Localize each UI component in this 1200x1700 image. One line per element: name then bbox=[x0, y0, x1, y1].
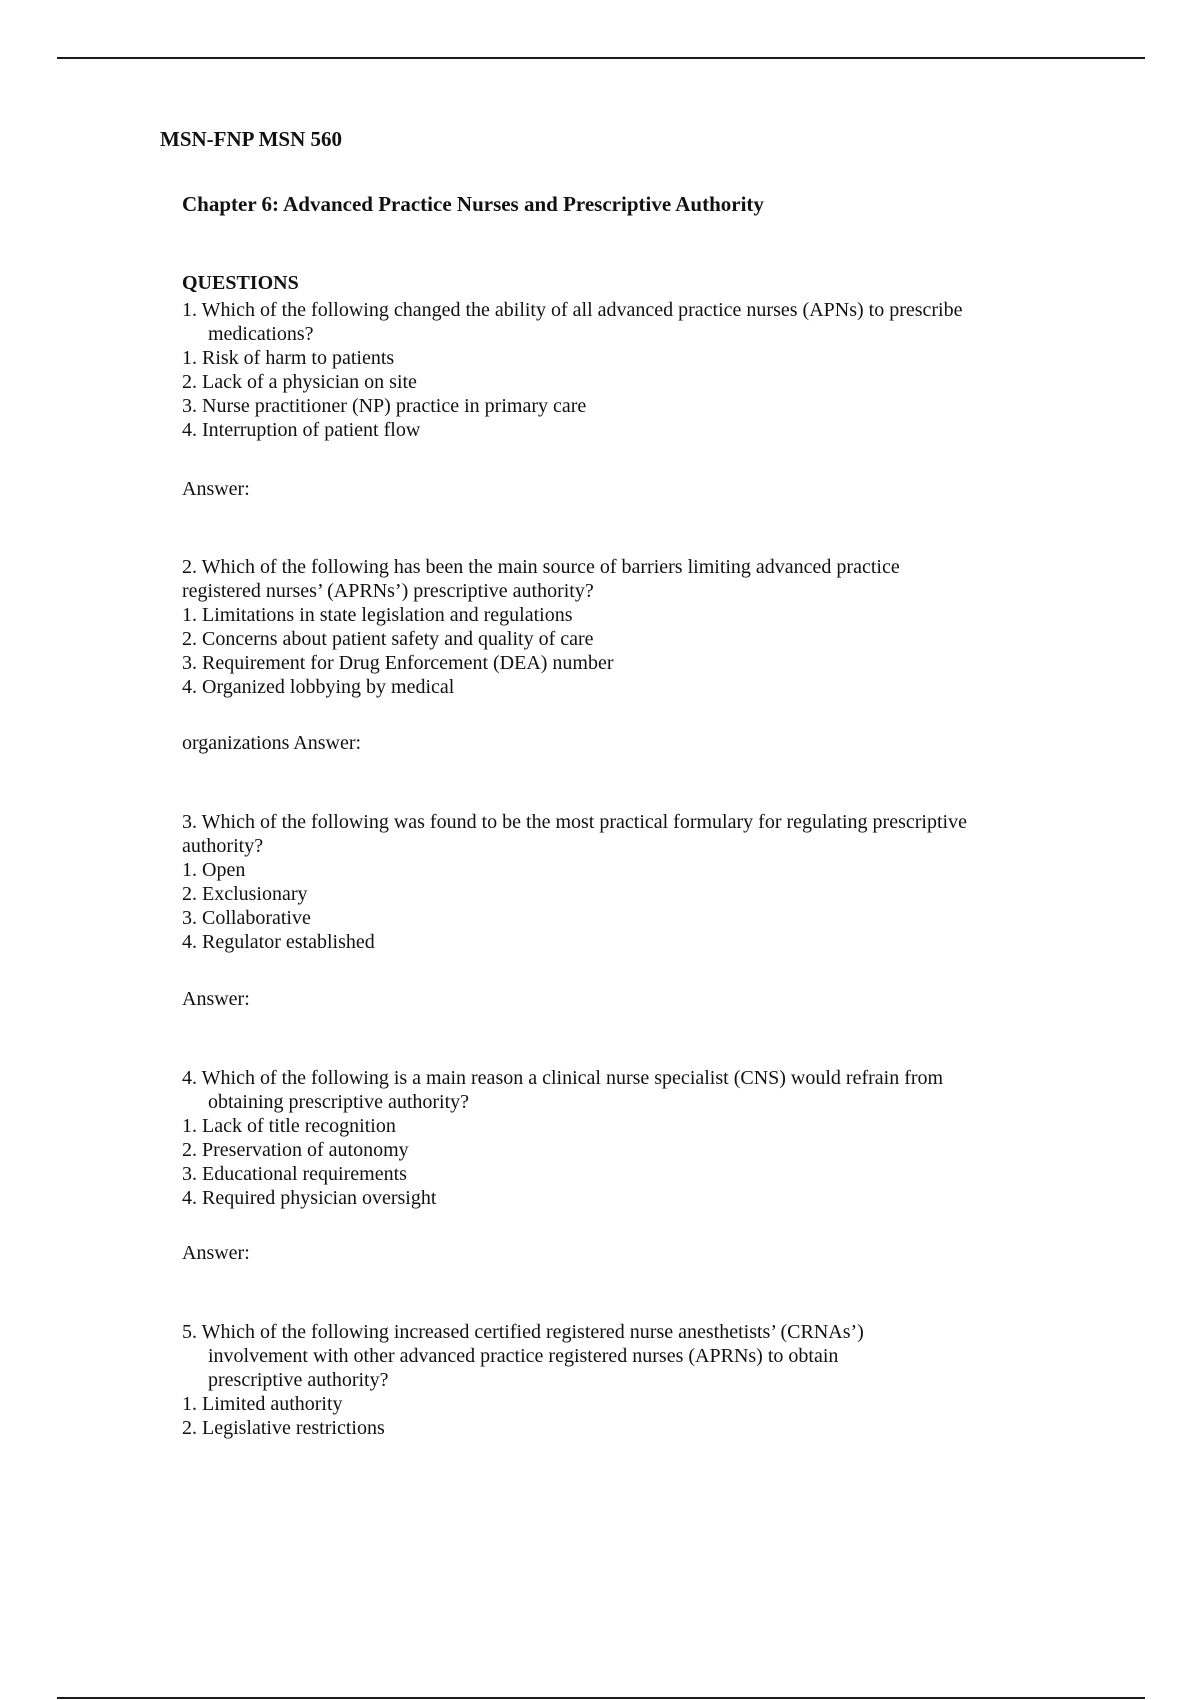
question-2-option-3: 3. Requirement for Drug Enforcement (DEA) number bbox=[182, 652, 614, 674]
question-3-option-4: 4. Regulator established bbox=[182, 931, 375, 953]
question-4-stem-line-1: 4. Which of the following is a main reason a clinical nurse specialist (CNS) would refrain from bbox=[182, 1067, 944, 1089]
question-1-stem-line-1: 1. Which of the following changed the ability of all advanced practice nurses (APNs) to prescribe bbox=[182, 299, 963, 321]
question-2-stem-line-1: 2. Which of the following has been the main source of barriers limiting advanced practice bbox=[182, 556, 900, 578]
question-4 bbox=[182, 1066, 943, 1210]
question-1 bbox=[182, 298, 963, 442]
questions-heading: QUESTIONS bbox=[182, 272, 299, 294]
course-title: MSN-FNP MSN 560 bbox=[160, 127, 342, 151]
bottom-rule bbox=[57, 1697, 1145, 1699]
question-1-option-2: 2. Lack of a physician on site bbox=[182, 371, 417, 393]
question-3-option-2: 2. Exclusionary bbox=[182, 883, 308, 905]
question-5-option-2: 2. Legislative restrictions bbox=[182, 1417, 385, 1439]
question-2 bbox=[182, 555, 900, 699]
question-2-option-2: 2. Concerns about patient safety and quality of care bbox=[182, 628, 594, 650]
question-5-stem-line-1: 5. Which of the following increased certified registered nurse anesthetists’ (CRNAs’) bbox=[182, 1321, 864, 1343]
question-4-option-2: 2. Preservation of autonomy bbox=[182, 1139, 409, 1161]
question-2-option-4: 4. Organized lobbying by medical bbox=[182, 676, 455, 698]
question-3-option-1: 1. Open bbox=[182, 859, 246, 881]
question-3-option-3: 3. Collaborative bbox=[182, 907, 311, 929]
question-1-option-1: 1. Risk of harm to patients bbox=[182, 347, 395, 369]
question-4-option-4: 4. Required physician oversight bbox=[182, 1187, 437, 1209]
question-4-option-1: 1. Lack of title recognition bbox=[182, 1115, 396, 1137]
question-5-stem-line-3: prescriptive authority? bbox=[208, 1369, 389, 1391]
chapter-title: Chapter 6: Advanced Practice Nurses and Prescriptive Authority bbox=[182, 192, 764, 216]
question-5-option-1: 1. Limited authority bbox=[182, 1393, 343, 1415]
question-5 bbox=[182, 1320, 864, 1440]
top-rule bbox=[57, 57, 1145, 59]
question-5-stem-line-2: involvement with other advanced practice registered nurses (APRNs) to obtain bbox=[208, 1345, 839, 1367]
question-3-stem-line-2: authority? bbox=[182, 835, 264, 857]
question-1-answer: Answer: bbox=[182, 478, 250, 500]
question-2-answer: organizations Answer: bbox=[182, 732, 362, 754]
question-2-stem-line-2: registered nurses’ (APRNs’) prescriptive authority? bbox=[182, 580, 594, 602]
question-3-stem-line-1: 3. Which of the following was found to be the most practical formulary for regulating prescriptive bbox=[182, 811, 967, 833]
question-2-option-1: 1. Limitations in state legislation and regulations bbox=[182, 604, 573, 626]
question-1-option-3: 3. Nurse practitioner (NP) practice in primary care bbox=[182, 395, 587, 417]
question-3-answer: Answer: bbox=[182, 988, 250, 1010]
question-4-option-3: 3. Educational requirements bbox=[182, 1163, 407, 1185]
question-4-answer: Answer: bbox=[182, 1242, 250, 1264]
question-1-stem-line-2: medications? bbox=[208, 323, 314, 345]
question-3 bbox=[182, 810, 967, 954]
question-4-stem-line-2: obtaining prescriptive authority? bbox=[208, 1091, 470, 1113]
question-1-option-4: 4. Interruption of patient flow bbox=[182, 419, 421, 441]
